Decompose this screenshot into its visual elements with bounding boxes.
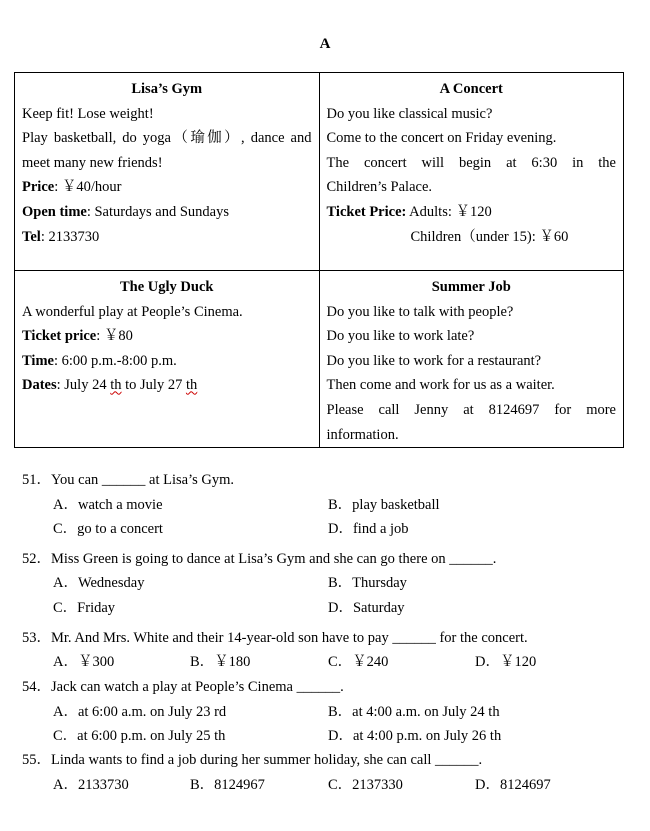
play-time: Time: 6:00 p.m.-8:00 p.m. [22,352,177,369]
job-line3: Do you like to work for a restaurant? [326,352,542,369]
question-55 [22,748,632,793]
option-a[interactable]: A．2133730 [53,777,129,793]
option-d[interactable]: D．find a job [328,521,409,537]
question-stem: 51．You can ______ at Lisa’s Gym. [22,472,234,488]
option-c[interactable]: C．go to a concert [53,521,163,537]
option-b[interactable]: B．at 4:00 a.m. on July 24 th [328,704,500,720]
concert-ad [319,73,624,271]
section-label: A [319,36,331,52]
option-a[interactable]: A．￥300 [53,654,115,670]
job-line2: Do you like to work late? [326,328,475,345]
question-51 [22,468,632,537]
play-price: Ticket price: ￥80 [22,328,133,345]
concert-line3: The concert will begin at 6:30 in the [326,154,616,171]
gym-tel: Tel: 2133730 [22,228,100,245]
question-stem: 53．Mr. And Mrs. White and their 14-year-old son have to pay ______ for the concert. [22,630,528,646]
play-title: The Ugly Duck [120,279,214,295]
job-line4: Then come and work for us as a waiter. [326,377,555,394]
job-ad [319,271,624,448]
job-line1: Do you like to talk with people? [326,303,514,320]
gym-price: Price: ￥40/hour [22,179,122,196]
option-d[interactable]: D．￥120 [475,654,537,670]
option-d[interactable]: D．8124697 [475,777,551,793]
concert-line2: Come to the concert on Friday evening. [326,130,557,147]
option-c[interactable]: C．2137330 [328,777,403,793]
concert-children-price: Children（under 15): ￥60 [410,228,569,245]
option-b[interactable]: B．8124967 [190,777,265,793]
concert-line1: Do you like classical music? [326,105,493,122]
option-c[interactable]: C．Friday [53,600,116,616]
option-b[interactable]: B．play basketball [328,497,440,513]
job-line5: Please call Jenny at 8124697 for more [326,401,616,418]
option-c[interactable]: C．at 6:00 p.m. on July 25 th [53,728,226,744]
play-line1: A wonderful play at People’s Cinema. [22,303,243,320]
play-ad [15,271,320,448]
play-dates: Dates: July 24 th to July 27 th [22,377,198,394]
gym-ad [15,73,320,271]
question-52 [22,547,632,616]
gym-title: Lisa’s Gym [131,81,203,97]
concert-title: A Concert [439,81,503,97]
option-c[interactable]: C．￥240 [328,654,389,670]
job-title: Summer Job [431,279,511,295]
option-d[interactable]: D．Saturday [328,600,405,616]
gym-line3: meet many new friends! [22,154,163,171]
question-53 [22,626,632,670]
option-b[interactable]: B．Thursday [328,575,407,591]
job-line6: information. [326,426,399,443]
question-stem: 54．Jack can watch a play at People’s Cinema ______. [22,679,344,695]
question-stem: 52．Miss Green is going to dance at Lisa’s Gym and she can go there on ______. [22,551,497,567]
option-b[interactable]: B．￥180 [190,654,251,670]
concert-line4: Children’s Palace. [326,179,433,196]
concert-ticket-price: Ticket Price: Adults: ￥120 [326,203,492,220]
gym-line2: Play basketball, do yoga（瑜伽）, dance and [22,130,312,147]
option-a[interactable]: A．at 6:00 a.m. on July 23 rd [53,704,227,720]
ads-table [14,72,624,448]
option-d[interactable]: D．at 4:00 p.m. on July 26 th [328,728,502,744]
question-stem: 55．Linda wants to find a job during her summer holiday, she can call ______. [22,752,483,768]
gym-open-time: Open time: Saturdays and Sundays [22,203,230,220]
option-a[interactable]: A．Wednesday [53,575,145,591]
question-54 [22,675,632,744]
option-a[interactable]: A．watch a movie [53,497,163,513]
gym-line1: Keep fit! Lose weight! [22,105,154,122]
